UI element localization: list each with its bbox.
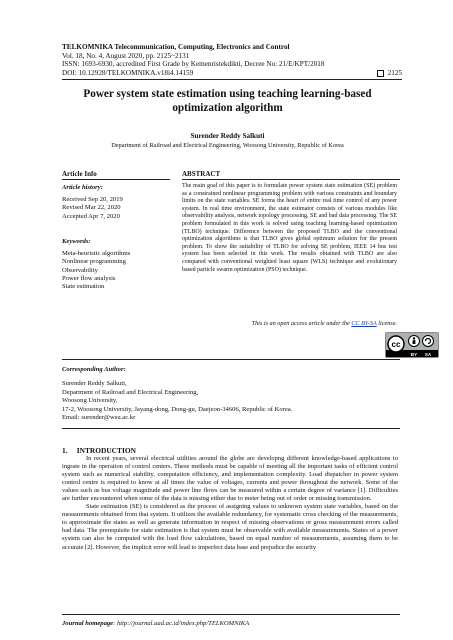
svg-text:BY: BY	[410, 351, 418, 357]
history-revised: Revised Mar 22, 2020	[62, 204, 121, 212]
keyword-item: Meta-heuristic algorithms	[62, 250, 131, 258]
homepage-url[interactable]: : http://journal.uad.ac.id/index.php/TELKOMNIKA	[113, 620, 250, 627]
info-rule	[62, 179, 170, 180]
issn-line: ISSN: 1693-6930, accredited First Grade by Kemenristekdikti, Decree No: 21/E/KPT/2018	[62, 60, 325, 69]
journal-homepage: Journal homepage: http://journal.uad.ac.id/index.php/TELKOMNIKA	[62, 620, 250, 627]
page-number: 2125	[377, 69, 402, 78]
corresponding-author	[62, 366, 402, 422]
history-accepted: Accepted Apr 7, 2020	[62, 212, 120, 220]
keyword-item: Power flow analysis	[62, 274, 116, 282]
history-received: Received Sep 20, 2019	[62, 196, 123, 204]
doi-line: DOI: 10.12928/TELKOMNIKA.v18i4.14159	[62, 68, 194, 77]
corresponding-line: 17-2, Woosong University, Jayang-dong, Dong-gu, Daejeon-34606, Republic of Korea.	[62, 405, 293, 413]
keyword-item: State estimation	[62, 283, 105, 291]
abstract-heading: ABSTRACT	[182, 170, 221, 178]
corresponding-line: Department of Railroad and Electrical Engineering,	[62, 388, 199, 396]
introduction-heading: 1. INTRODUCTION	[62, 446, 136, 455]
corresponding-email: Email: surender@wsu.ac.kr	[62, 414, 136, 422]
author-affiliation: Department of Railroad and Electrical Engineering, Woosong University, Republic of Korea	[111, 142, 344, 149]
corresponding-heading: Corresponding Author:	[62, 366, 126, 373]
keyword-item: Observability	[62, 266, 98, 274]
history-heading: Article history:	[62, 184, 103, 191]
volume-line: Vol. 18, No. 4, August 2020, pp. 2125~2131	[62, 51, 190, 60]
cc-by-sa-icon[interactable]	[385, 332, 439, 358]
open-access-statement: This is an open access article under the CC BY-SA license.	[251, 320, 397, 327]
svg-text:cc: cc	[391, 340, 401, 349]
corresponding-line: Woosong University,	[62, 397, 118, 405]
author-name: Surender Reddy Salkuti	[190, 132, 265, 140]
corresponding-line: Surender Reddy Salkuti,	[62, 380, 127, 388]
section-rule	[62, 359, 400, 360]
abstract-text: The main goal of this paper is to formulate power system state estimation (SE) problem as a constrained nonlinear programming problem with various constraints and boundary limits on the state variables. SE forms the heart of entire real time control of any power system. In real time environment, the state estimator consists of various modules like observability analysis, network topology processing, SE and bad data processing. The SE problem formulated in this work is solved using teaching learning-based optimization (TLBO) technique. Difference between the proposed TLBO and the conventional optimization algorithms is that TLBO gives global optimum solution for the present problem. To show the suitability of TLBO for solving SE problem, IEEE 14 bus test system has been selected in this work. The results obtained with TLBO are also compared with conventional weighted least square (WLS) technique and evolutionary based particle swarm optimization (PSO) technique.	[182, 183, 397, 273]
journal-name: TELKOMNIKA Telecommunication, Computing, Electronics and Control	[62, 43, 290, 51]
article-info-heading: Article Info	[62, 170, 97, 178]
corresponding-rule	[62, 428, 400, 429]
footer-rule	[62, 614, 400, 615]
paragraph: In recent years, several electrical utilities around the globe are developng different knowledge-based applications to ingrate in the operation of control centers. These methods must be capable of meeting all the important tasks of efficient control system such as numerical stability, computation efficiency, and implementation complexity. Load dispatcher in power system control centre is required to know at all times the value of voltages, currents and power throughout the network. Some of the values such as bus voltage magnitude and power line flows can be measured within a certain degree of variance [1]. Difficulties are further encountered when some of the data is missing either due to meter being out of order or missing transmission.	[62, 455, 398, 503]
abstract-rule	[182, 179, 400, 180]
article-history	[62, 184, 170, 221]
license-link[interactable]: CC BY-SA	[351, 320, 377, 327]
introduction-body	[62, 455, 398, 552]
keywords-block	[62, 238, 170, 291]
keyword-item: Nonlinear programming	[62, 258, 126, 266]
square-icon	[377, 70, 384, 77]
paper-title: Power system state estimation using teaching learning-based optimization algorithm	[83, 88, 372, 114]
header-rule	[62, 79, 402, 80]
paragraph: State estimation (SE) is considered as the process of assigning values to unknown system state variables, based on the measurements obtained from that system. It utilizes the available redundancy, for systematic cross checking of the measurements, to approximate the states as well as generate information in respect of missing observations or gross measurement errors called bad data. The prerequisite for state estimation is that system must be observable with available measurements. States of a power system can also be computed with the load flow calculations, based on equal number of measurements, assuming them to be accurate [2]. However, the implicit error will lead to imperfect data base and prejudice the security	[62, 503, 398, 551]
svg-text:SA: SA	[424, 351, 432, 357]
journal-header	[62, 43, 402, 77]
keywords-heading: Keywords:	[62, 238, 91, 245]
